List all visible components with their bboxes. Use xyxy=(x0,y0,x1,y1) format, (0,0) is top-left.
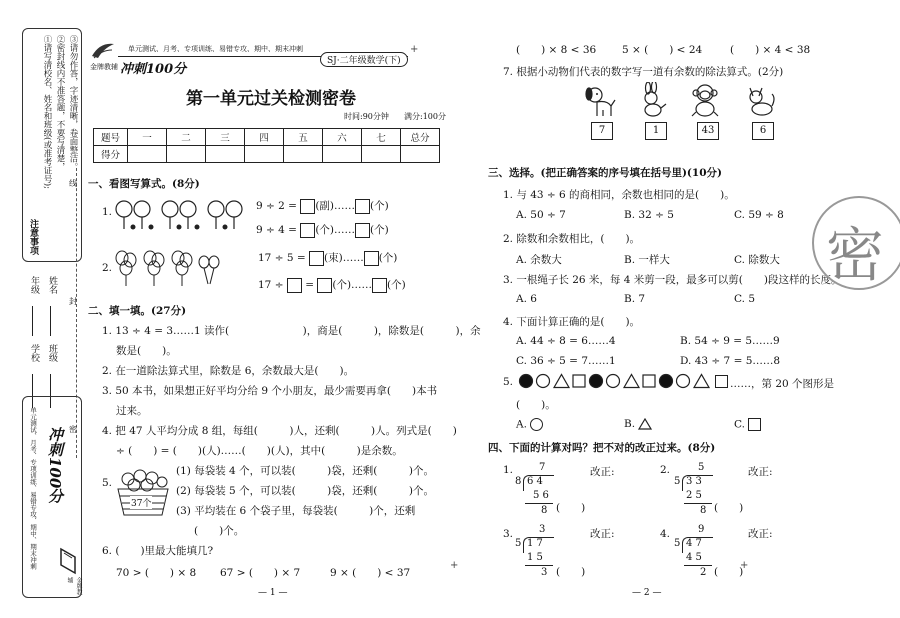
score-cell[interactable] xyxy=(284,146,323,163)
apple-basket-image xyxy=(114,463,172,519)
triangle-shape-icon xyxy=(638,418,652,430)
score-header: 六 xyxy=(323,129,362,146)
score-cell[interactable] xyxy=(362,146,401,163)
monkey-icon xyxy=(688,82,722,118)
long-division-3: 3 5 1 7 1 5 3 xyxy=(513,524,553,590)
page-title: 第一单元过关检测密卷 xyxy=(186,89,356,109)
p2-top-item-2: 5 × ( ) < 24 xyxy=(622,44,703,56)
square-shape-icon xyxy=(715,375,728,388)
score-cell[interactable] xyxy=(245,146,284,163)
ld-4-number: 4. xyxy=(660,528,671,540)
fill-q1-line-2: 数是( )。 xyxy=(116,345,177,357)
field-school: 学校 xyxy=(29,344,39,362)
animal-number-box: 7 xyxy=(591,122,613,140)
score-table xyxy=(93,128,440,163)
fill-q3-line-2: 过来。 xyxy=(116,405,148,417)
score-cell[interactable] xyxy=(401,146,440,163)
section-1-title: 一、看图写算式。(8分) xyxy=(88,178,200,190)
score-header: 二 xyxy=(167,129,206,146)
choice-q4-d[interactable]: D. 43 ÷ 7 = 5……8 xyxy=(680,355,781,367)
choice-q2-a[interactable]: A. 余数大 xyxy=(516,254,562,266)
sidebar-brand-small: 金牌教辅 xyxy=(66,577,82,595)
choice-q2: 2. 除数和余数相比，( )。 xyxy=(503,233,641,245)
book-logo-icon xyxy=(90,40,116,62)
choice-q5-b[interactable]: B. xyxy=(624,418,652,430)
choice-q4: 4. 下面计算正确的是( )。 xyxy=(503,316,641,328)
choice-q1-b[interactable]: B. 32 ÷ 5 xyxy=(624,209,674,221)
rabbit-icon xyxy=(636,82,670,118)
circle-shape-icon xyxy=(530,418,543,431)
section-3-title: 三、选择。(把正确答案的序号填在括号里)(10分) xyxy=(488,167,722,179)
sidebar-brand-title: 冲刺100分 xyxy=(46,427,64,504)
ld-3-blank[interactable]: ( ) xyxy=(556,566,586,578)
answer-box[interactable] xyxy=(355,223,370,238)
answer-box[interactable] xyxy=(372,278,387,293)
ld-4-blank[interactable]: ( ) xyxy=(714,566,744,578)
crop-mark-icon: + xyxy=(410,44,419,55)
choice-q4-a[interactable]: A. 44 ÷ 8 = 6……4 xyxy=(516,335,616,347)
score-header: 三 xyxy=(206,129,245,146)
notice-item-3: ③请勿作答，字迹清晰，卷面整洁。 xyxy=(68,35,78,171)
choice-q5-blank: ( )。 xyxy=(516,399,556,411)
answer-box[interactable] xyxy=(309,251,324,266)
choice-q4-b[interactable]: B. 54 ÷ 9 = 5……9 xyxy=(680,335,780,347)
fill-q5-item-2: (2) 每袋装 5 个，可以装( )袋，还剩( )个。 xyxy=(176,485,434,497)
grade-badge: SJ·二年级数学(下) xyxy=(320,52,408,67)
fill-q6-item-1: 70 > ( ) × 8 xyxy=(116,567,197,579)
choice-q2-c[interactable]: C. 除数大 xyxy=(734,254,780,266)
ld-1-correct-label: 改正: xyxy=(590,466,615,478)
binding-margin xyxy=(22,28,84,598)
fill-q5-item-3: (3) 平均装在 6 个袋子里，每袋装( )个，还剩 xyxy=(176,505,416,517)
choice-q5-number: 5. xyxy=(503,376,514,388)
exam-time: 时间:90分钟 xyxy=(344,112,389,121)
choice-q3: 3. 一根绳子长 26 米，每 4 米剪一段，最多可以剪( )段这样的长度。 xyxy=(503,274,842,286)
p2-top-item-3: ( ) × 4 < 38 xyxy=(730,44,811,56)
cut-mark-secret: 密 xyxy=(69,425,77,434)
score-row-label: 得分 xyxy=(94,146,128,163)
fill-q6-item-2: 67 > ( ) × 7 xyxy=(220,567,301,579)
square-shape-icon xyxy=(748,418,761,431)
fill-q5-item-1: (1) 每袋装 4 个，可以装( )袋，还剩( )个。 xyxy=(176,465,434,477)
ld-2-blank[interactable]: ( ) xyxy=(714,502,744,514)
section-2-title: 二、填一填。(27分) xyxy=(88,305,187,317)
animal-number-box: 1 xyxy=(645,122,667,140)
score-header: 总分 xyxy=(401,129,440,146)
ld-4-correct-label: 改正: xyxy=(748,528,773,540)
answer-box[interactable] xyxy=(287,278,302,293)
page-number-1: — 1 — xyxy=(258,588,288,598)
p2-top-item-1: ( ) × 8 < 36 xyxy=(516,44,597,56)
q2-number: 2. xyxy=(102,262,113,274)
score-cell[interactable] xyxy=(206,146,245,163)
fill-q5-number: 5. xyxy=(102,477,113,489)
choice-q1-c[interactable]: C. 59 ÷ 8 xyxy=(734,209,784,221)
field-class: 班级 xyxy=(47,344,57,362)
fill-q5-item-4: ( )个。 xyxy=(194,525,245,537)
sidebar-brand-tagline: 单元测试、月考、专项训练、易错专攻、期中、期末冲刺 xyxy=(29,407,37,570)
fill-q4-line-1: 4. 把 47 人平均分成 8 组，每组( )人，还剩( )人。列式是( ) xyxy=(102,425,457,437)
choice-q1: 1. 与 43 ÷ 6 的商相同，余数也相同的是( )。 xyxy=(503,189,735,201)
score-header: 七 xyxy=(362,129,401,146)
animal-number-box: 6 xyxy=(752,122,774,140)
q2-line-2: 17 ÷ = (个)…… (个) xyxy=(258,279,406,291)
q1-line-2: 9 ÷ 4 = (个)…… (个) xyxy=(256,224,389,236)
score-header: 四 xyxy=(245,129,284,146)
score-header: 一 xyxy=(128,129,167,146)
ld-3-correct-label: 改正: xyxy=(590,528,615,540)
exam-full-score: 满分:100分 xyxy=(404,112,446,121)
dog-icon xyxy=(583,84,617,118)
fill-q6-item-3: 9 × ( ) < 37 xyxy=(330,567,411,579)
basket-label: 37个 xyxy=(130,496,152,509)
fill-q1-line-1: 1. 13 ÷ 4 = 3……1 读作( )，商是( )，除数是( )，余 xyxy=(102,325,481,337)
q2-line-1: 17 ÷ 5 = (束)…… (个) xyxy=(258,252,398,264)
choice-q3-a[interactable]: A. 6 xyxy=(516,293,537,305)
fill-q2: 2. 在一道除法算式里，除数是 6，余数最大是( )。 xyxy=(102,365,355,377)
q7-text: 7. 根据小动物们代表的数字写一道有余数的除法算式。(2分) xyxy=(503,66,784,78)
ld-1-blank[interactable]: ( ) xyxy=(556,502,586,514)
notice-box xyxy=(22,28,82,262)
cut-mark-seal: 封 xyxy=(69,297,77,306)
page-number-2: — 2 — xyxy=(632,588,662,598)
answer-box[interactable] xyxy=(364,251,379,266)
fill-q3-line-1: 3. 50 本书，如果想正好平均分给 9 个小朋友，最少需要再拿( )本书 xyxy=(102,385,438,397)
animal-number-box: 43 xyxy=(697,122,719,140)
shape-sequence xyxy=(518,372,714,390)
choice-q5-c[interactable]: C. xyxy=(734,418,761,431)
brand-small: 金牌教辅 xyxy=(90,63,118,71)
book-logo-icon xyxy=(59,547,77,575)
score-cell[interactable] xyxy=(128,146,167,163)
ld-3-number: 3. xyxy=(503,528,514,540)
choice-q2-b[interactable]: B. 一样大 xyxy=(624,254,670,266)
notice-item-1: ①请写清校名、姓名和班级(或准考证号); xyxy=(42,35,52,189)
brand-tagline: 单元测试、月考、专项训练、易错专攻、期中、期末冲刺 xyxy=(128,45,303,53)
ld-2-number: 2. xyxy=(660,464,671,476)
long-division-4: 9 5 4 7 4 5 2 xyxy=(672,524,712,590)
long-division-2: 5 5 3 3 2 5 8 xyxy=(672,462,712,528)
ping-pong-paddles-image xyxy=(114,197,244,233)
cut-mark-line: 线 xyxy=(69,179,77,188)
answer-box[interactable] xyxy=(317,278,332,293)
field-grade: 年级 xyxy=(29,276,39,294)
student-info-fields xyxy=(22,266,80,412)
score-cell[interactable] xyxy=(323,146,362,163)
fill-q4-line-2: ÷ ( ) = ( )(人)……( )(人)，其中( )是余数。 xyxy=(116,445,403,457)
q1-line-1: 9 ÷ 2 = (副)…… (个) xyxy=(256,200,389,212)
answer-box[interactable] xyxy=(300,223,315,238)
answer-box[interactable] xyxy=(355,199,370,214)
choice-q3-c[interactable]: C. 5 xyxy=(734,293,756,305)
fill-q6: 6. ( )里最大能填几? xyxy=(102,545,214,557)
crop-mark-icon: + xyxy=(450,560,459,571)
choice-q5-a[interactable]: A. xyxy=(516,418,543,431)
choice-q1-a[interactable]: A. 50 ÷ 7 xyxy=(516,209,566,221)
brand-title: 冲刺100分 xyxy=(120,62,187,77)
choice-q3-b[interactable]: B. 7 xyxy=(624,293,646,305)
balloons-image xyxy=(114,248,224,288)
choice-q4-c[interactable]: C. 36 ÷ 5 = 7……1 xyxy=(516,355,616,367)
secret-stamp: 密 xyxy=(812,196,900,290)
q1-number: 1. xyxy=(102,206,113,218)
ld-2-correct-label: 改正: xyxy=(748,466,773,478)
field-name: 姓名 xyxy=(47,276,57,294)
section-4-title: 四、下面的计算对吗？把不对的改正过来。(8分) xyxy=(488,442,716,454)
notice-title: 注意事项 xyxy=(28,219,38,255)
score-header: 题号 xyxy=(94,129,128,146)
long-division-1: 7 8 6 4 5 6 8 xyxy=(513,462,553,528)
cat-icon xyxy=(744,84,778,118)
crop-mark-icon: + xyxy=(740,560,749,571)
sidebar-brand-box xyxy=(22,396,82,598)
answer-box[interactable] xyxy=(300,199,315,214)
choice-q5-tail: ……，第 20 个图形是 xyxy=(730,378,835,390)
notice-item-2: ②密封线内不准答题，不要写清楚， xyxy=(55,35,65,171)
ld-1-number: 1. xyxy=(503,464,514,476)
score-cell[interactable] xyxy=(167,146,206,163)
score-header: 五 xyxy=(284,129,323,146)
